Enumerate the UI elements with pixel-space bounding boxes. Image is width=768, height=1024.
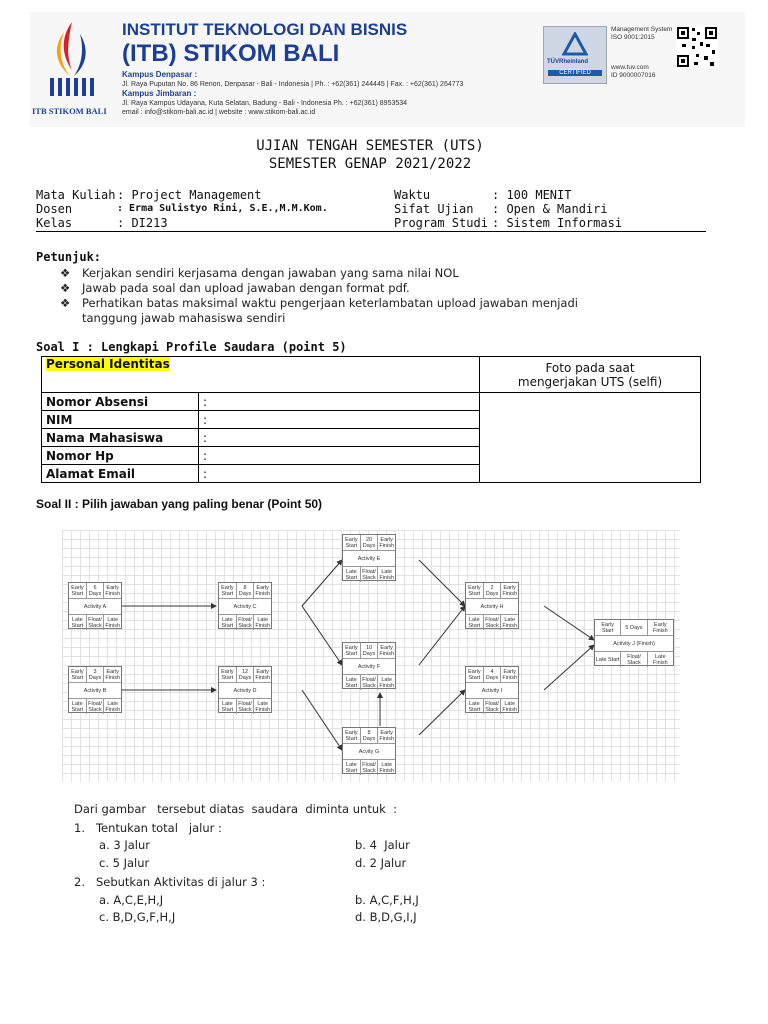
tuv-brand: TÜVRheinland: [547, 59, 589, 65]
kelas-value: : DI213: [117, 216, 168, 230]
photo-header-line2: mengerjakan UTS (selfi): [517, 374, 663, 389]
node-cell: Early Start: [343, 728, 361, 743]
petunjuk-item: ❖ Jawab pada soal dan upload jawaban dengan format pdf.: [60, 281, 410, 295]
node-cell: Early Finish: [502, 584, 518, 597]
node-cell: Early Finish: [379, 644, 395, 657]
duration: 20 Days: [361, 535, 379, 550]
input-absensi[interactable]: :: [199, 393, 480, 411]
petunjuk-item: ❖ Perhatikan batas maksimal waktu pengerjaan keterlambatan upload jawaban menjadi: [60, 296, 578, 310]
soal2-heading: Soal II : Pilih jawaban yang paling benar (Point 50): [36, 497, 323, 511]
exam-semester: SEMESTER GENAP 2021/2022: [268, 156, 472, 172]
q1-option-b[interactable]: b. 4 Jalur: [355, 838, 410, 852]
node-cell: Early Finish: [379, 536, 395, 549]
input-nama[interactable]: :: [199, 429, 480, 447]
activity-node-d: [218, 666, 272, 713]
campus2-address: Jl. Raya Kampus Udayana, Kuta Selatan, Badung - Bali - Indonesia Ph. : +62(361) 8953534: [122, 100, 408, 107]
mk-value: : Project Management: [117, 188, 262, 202]
node-cell: Float/ Slack: [621, 652, 647, 667]
q2-option-b[interactable]: b. A,C,F,H,J: [355, 893, 419, 907]
node-cell: Early Finish: [105, 668, 121, 681]
activity-name: Activity D: [233, 687, 257, 694]
activity-node-h: [465, 582, 519, 629]
photo-header-cell: [480, 357, 701, 393]
contact-line: email : info@stikom-bali.ac.id | website : www.stikom-bali.ac.id: [122, 109, 316, 116]
node-cell: Late Start: [219, 699, 237, 714]
activity-name: Acvity G: [358, 748, 380, 755]
node-cell: Early Start: [69, 583, 87, 598]
node-cell: Early Start: [595, 620, 621, 635]
soal1-heading: Soal I : Lengkapi Profile Saudara (point 5): [36, 340, 347, 354]
node-cell: Early Start: [343, 535, 361, 550]
q1-option-a[interactable]: a. 3 Jalur: [99, 838, 150, 852]
prodi-label: Program Studi: [394, 216, 488, 230]
node-cell: Late Start: [466, 699, 484, 714]
itb-logo: [42, 20, 104, 98]
node-cell: Late Finish: [255, 700, 271, 713]
campus1-address: Jl. Raya Puputan No. 86 Renon, Denpasar - Bali - Indonesia | Ph. : +62(361) 244445 | Fax. : +62(361) 264773: [122, 81, 464, 88]
node-cell: Late Start: [466, 615, 484, 630]
node-cell: Early Finish: [379, 729, 395, 742]
node-cell: Late Start: [219, 615, 237, 630]
node-cell: Late Start: [595, 652, 621, 667]
row-label-hp: Nomor Hp: [42, 447, 199, 465]
node-cell: Float/ Slack: [87, 699, 105, 714]
question-1: 1. Tentukan total jalur :: [74, 821, 222, 835]
node-cell: Float/ Slack: [87, 615, 105, 630]
tuv-logo: [543, 26, 607, 84]
row-label-absensi: Nomor Absensi: [42, 393, 199, 411]
photo-header-line1: Foto pada saat: [545, 360, 635, 375]
node-cell: Early Start: [219, 583, 237, 598]
diamond-bullet-icon: ❖: [60, 281, 71, 295]
node-cell: Float/ Slack: [484, 615, 502, 630]
activity-name: Activity J (Finish): [613, 640, 655, 647]
node-cell: Late Finish: [379, 676, 395, 689]
activity-node-b: [68, 666, 122, 713]
node-cell: Late Finish: [255, 616, 271, 629]
waktu-label: Waktu: [394, 188, 431, 202]
activity-name: Activity E: [357, 555, 381, 562]
campus2-label: Kampus Jimbaran :: [122, 89, 197, 98]
photo-slot[interactable]: [480, 393, 701, 483]
duration: 8 Days: [361, 728, 379, 743]
node-cell: Float/ Slack: [237, 615, 255, 630]
node-cell: Float/ Slack: [361, 760, 379, 775]
input-hp[interactable]: :: [199, 447, 480, 465]
activity-node-j: [594, 619, 674, 666]
institute-name: INSTITUT TEKNOLOGI DAN BISNIS: [122, 20, 408, 39]
node-cell: Late Finish: [652, 653, 668, 666]
node-cell: Float/ Slack: [484, 699, 502, 714]
activity-node-c: [218, 582, 272, 629]
campus1-label: Kampus Denpasar :: [122, 70, 198, 79]
kelas-label: Kelas: [36, 216, 73, 230]
activity-node-a: [68, 582, 122, 629]
cert-system: Management System: [611, 26, 673, 33]
logo-caption: ITB STIKOM BALI: [32, 106, 107, 116]
input-email[interactable]: :: [199, 465, 480, 483]
node-cell: Late Start: [343, 675, 361, 690]
node-cell: Late Finish: [502, 616, 518, 629]
node-cell: Early Start: [219, 667, 237, 682]
node-cell: Late Finish: [502, 700, 518, 713]
dosen-label: Dosen: [36, 202, 73, 216]
node-cell: Early Finish: [502, 668, 518, 681]
node-cell: Late Finish: [379, 568, 395, 581]
diamond-bullet-icon: ❖: [60, 266, 71, 280]
cert-standard: ISO 9001:2015: [611, 34, 655, 41]
duration: 5 Days: [621, 620, 647, 635]
activity-name: Activity H: [480, 603, 504, 610]
activity-name: Activity B: [83, 687, 107, 694]
activity-node-g: [342, 727, 396, 774]
cert-text: [611, 26, 681, 80]
duration: 6 Days: [87, 583, 105, 598]
personal-identitas-title: Personal Identitas: [46, 357, 170, 371]
petunjuk-heading: Petunjuk:: [36, 250, 102, 264]
activity-node-i: [465, 666, 519, 713]
activity-node-e: [342, 534, 396, 581]
row-label-nama: Nama Mahasiswa: [42, 429, 199, 447]
duration: 10 Days: [361, 643, 379, 658]
brand-name: (ITB) STIKOM BALI: [122, 40, 340, 67]
node-cell: Late Finish: [105, 700, 121, 713]
duration: 4 Days: [484, 667, 502, 682]
questions-intro: Dari gambar tersebut diatas saudara diminta untuk :: [74, 802, 397, 816]
node-cell: Early Start: [466, 667, 484, 682]
duration: 12 Days: [237, 667, 255, 682]
prodi-value: : Sistem Informasi: [492, 216, 623, 230]
profile-table: [41, 356, 701, 483]
activity-name: Activity F: [357, 663, 381, 670]
node-cell: Late Start: [343, 567, 361, 582]
tuv-triangle-icon: [562, 32, 588, 56]
waktu-value: : 100 MENIT: [492, 188, 572, 202]
q2-option-d[interactable]: d. B,D,G,I,J: [355, 910, 417, 924]
node-cell: Early Start: [343, 643, 361, 658]
node-cell: Early Start: [466, 583, 484, 598]
node-cell: Early Finish: [652, 621, 668, 634]
activity-name: Activity I: [481, 687, 503, 694]
diamond-bullet-icon: ❖: [60, 296, 71, 310]
node-cell: Late Finish: [105, 616, 121, 629]
duration: 8 Days: [237, 583, 255, 598]
sifat-label: Sifat Ujian: [394, 202, 474, 216]
petunjuk-list: [60, 266, 578, 326]
node-cell: Early Finish: [255, 668, 271, 681]
qr-code-icon: [676, 26, 718, 68]
petunjuk-item-cont: tanggung jawab mahasiswa sendiri: [82, 311, 286, 325]
activity-name: Activity C: [233, 603, 257, 610]
node-cell: Float/ Slack: [237, 699, 255, 714]
certification-badge: [543, 26, 743, 96]
row-label-email: Alamat Email: [42, 465, 199, 483]
node-cell: Float/ Slack: [361, 567, 379, 582]
cert-id: ID 9000007016: [611, 72, 656, 79]
node-cell: Late Start: [69, 699, 87, 714]
node-cell: Late Start: [343, 760, 361, 775]
sifat-value: : Open & Mandiri: [492, 202, 608, 216]
activity-node-f: [342, 642, 396, 689]
node-cell: Early Finish: [105, 584, 121, 597]
mk-label: Mata Kuliah: [36, 188, 116, 202]
info-divider: [36, 231, 706, 232]
campus-addresses: [122, 70, 542, 117]
question-2: 2. Sebutkan Aktivitas di jalur 3 :: [74, 875, 266, 889]
node-cell: Early Finish: [255, 584, 271, 597]
duration: 2 Days: [484, 583, 502, 598]
tuv-certified: CERTIFIED: [548, 70, 602, 76]
node-cell: Late Finish: [379, 761, 395, 774]
cert-url: www.tuv.com: [611, 64, 649, 71]
duration: 3 Days: [87, 667, 105, 682]
node-cell: Late Start: [69, 615, 87, 630]
dosen-value: : Erma Sulistyo Rini, S.E.,M.M.Kom.: [117, 203, 328, 214]
personal-identitas-cell: [42, 357, 480, 393]
q2-option-c[interactable]: c. B,D,G,F,H,J: [99, 910, 176, 924]
q1-option-c[interactable]: c. 5 Jalur: [99, 856, 150, 870]
node-cell: Early Start: [69, 667, 87, 682]
row-label-nim: NIM: [42, 411, 199, 429]
header: [30, 12, 745, 127]
activity-name: Activity A: [83, 603, 107, 610]
node-cell: Float/ Slack: [361, 675, 379, 690]
q2-option-a[interactable]: a. A,C,E,H,J: [99, 893, 164, 907]
input-nim[interactable]: :: [199, 411, 480, 429]
petunjuk-item: ❖ Kerjakan sendiri kerjasama dengan jawaban yang sama nilai NOL: [60, 266, 459, 280]
exam-title: UJIAN TENGAH SEMESTER (UTS): [256, 138, 484, 154]
q1-option-d[interactable]: d. 2 Jalur: [355, 856, 407, 870]
